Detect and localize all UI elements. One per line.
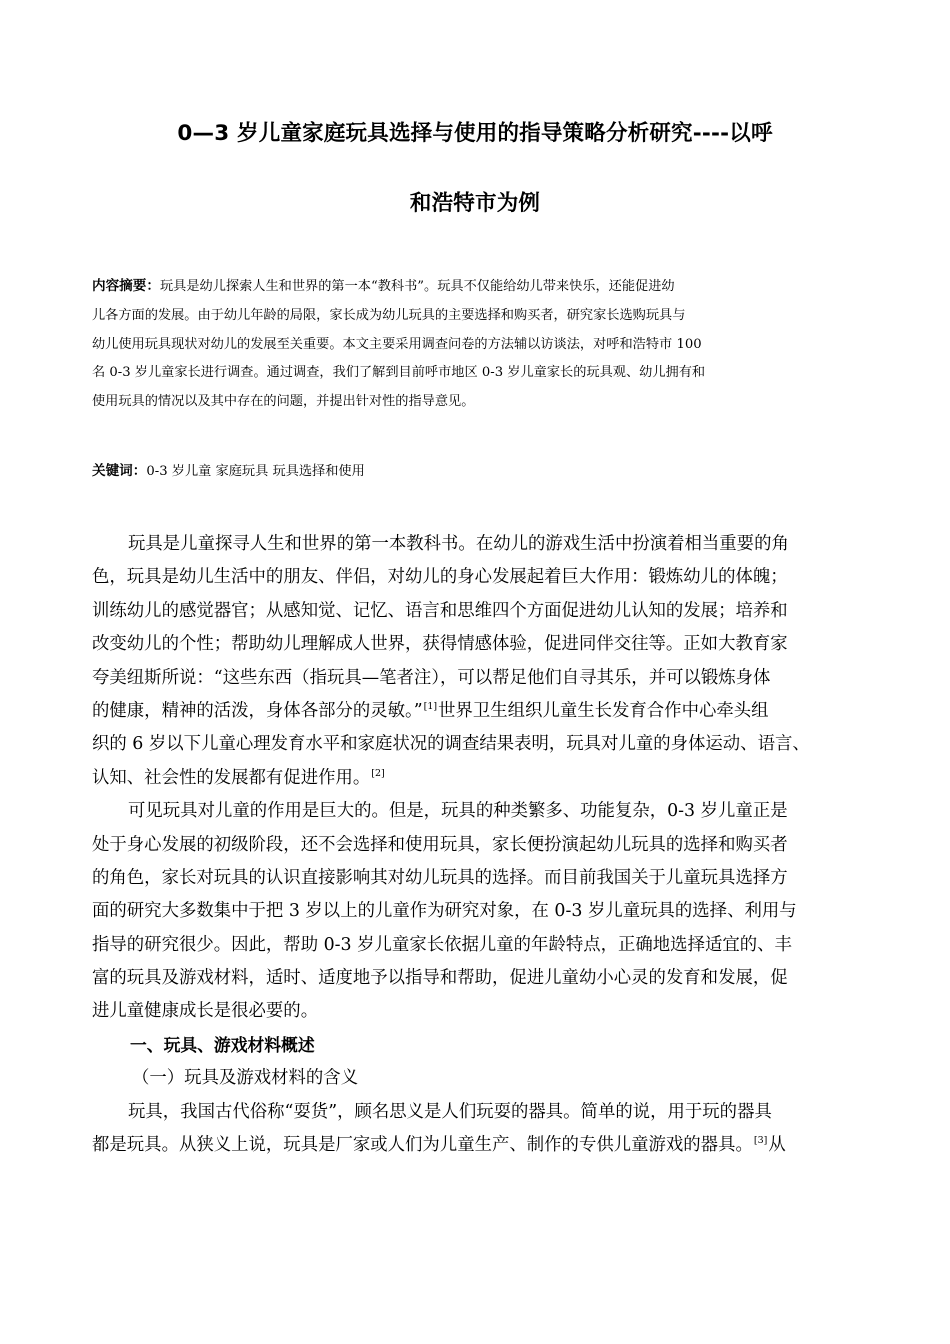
- paragraph-line: 色，玩具是幼儿生活中的朋友、伴侣，对幼儿的身心发展起着巨大作用：锻炼幼儿的体魄；: [92, 567, 788, 588]
- citation-ref-2[interactable]: [2]: [371, 767, 385, 779]
- paragraph-line: 玩具，我国古代俗称“耍货”，顾名思义是人们玩耍的器具。简单的说，用于玩的器具: [128, 1101, 772, 1122]
- paragraph-line: [92, 695, 872, 728]
- paragraph-line: 玩具是儿童探寻人生和世界的第一本教科书。在幼儿的游戏生活中扮演着相当重要的角: [128, 534, 789, 554]
- paragraph-line: 指导的研究很少。因此，帮助 0-3 岁儿童家长依据儿童的年龄特点，正确地选择适宜的、丰: [92, 934, 792, 955]
- paragraph-line: [92, 1129, 872, 1162]
- keywords-text: 0-3 岁儿童 家庭玩具 玩具选择和使用: [146, 464, 365, 479]
- abstract-label: 内容摘要：: [92, 278, 160, 294]
- text-segment: 都是玩具。从狭义上说，玩具是厂家或人们为儿童生产、制作的专供儿童游戏的器具。: [92, 1135, 753, 1156]
- paragraph-line: 训练幼儿的感觉器官；从感知觉、记忆、语言和思维四个方面促进幼儿认知的发展；培养和: [92, 600, 788, 621]
- abstract-line-1: [92, 272, 862, 302]
- paragraph-line: 织的 6 岁以下儿童心理发育水平和家庭状况的调查结果表明，玩具对儿童的身体运动、语言、: [92, 734, 810, 755]
- section-heading: 一、玩具、游戏材料概述: [130, 1034, 315, 1055]
- text-segment: 的健康，精神的活泼，身体各部分的灵敏。”: [92, 700, 423, 721]
- paragraph-line: 的角色，家长对玩具的认识直接影响其对幼儿玩具的选择。而目前我国关于儿童玩具选择方: [92, 867, 788, 888]
- keywords: [92, 457, 862, 486]
- paragraph-line: 夸美纽斯所说：“这些东西（指玩具—笔者注），可以帮足他们自寻其乐，并可以锻炼身体: [92, 667, 771, 688]
- abstract-line-4: 名 0-3 岁儿童家长进行调查。通过调查，我们了解到目前呼市地区 0-3 岁儿童家长的玩具观、幼儿拥有和: [92, 365, 706, 381]
- abstract-line-5: 使用玩具的情况以及其中存在的问题，并提出针对性的指导意见。: [92, 394, 475, 410]
- paragraph-line: 改变幼儿的个性；帮助幼儿理解成人世界，获得情感体验，促进同伴交往等。正如大教育家: [92, 634, 788, 655]
- abstract-text: 玩具是幼儿探索人生和世界的第一本“教科书”。玩具不仅能给幼儿带来快乐，还能促进幼: [159, 279, 675, 294]
- text-segment: 认知、社会性的发展都有促进作用。: [92, 767, 371, 788]
- text-segment: 世界卫生组织儿童生长发育合作中心牵头组: [438, 700, 769, 721]
- abstract: [92, 272, 862, 417]
- paragraph-line: 富的玩具及游戏材料，适时、适度地予以指导和帮助，促进儿童幼小心灵的发育和发展，促: [92, 968, 788, 989]
- paragraph-line: 面的研究大多数集中于把 3 岁以上的儿童作为研究对象，在 0-3 岁儿童玩具的选择、利用与: [92, 901, 797, 922]
- abstract-line-2: 儿各方面的发展。由于幼儿年龄的局限，家长成为幼儿玩具的主要选择和购买者，研究家长选购玩具与: [92, 307, 686, 323]
- abstract-line-3: 幼儿使用玩具现状对幼儿的发展至关重要。本文主要采用调查问卷的方法辅以访谈法，对呼和浩特市 100: [92, 336, 702, 352]
- paragraph-line: 处于身心发展的初级阶段，还不会选择和使用玩具，家长便扮演起幼儿玩具的选择和购买者: [92, 834, 788, 855]
- paragraph-line: [92, 762, 872, 795]
- paragraph-line: 可见玩具对儿童的作用是巨大的。但是，玩具的种类繁多、功能复杂，0-3 岁儿童正是: [128, 801, 788, 822]
- title-line-1: 0—3 岁儿童家庭玩具选择与使用的指导策略分析研究----以呼: [177, 121, 773, 146]
- keywords-label: 关键词：: [92, 463, 147, 479]
- title-line-2: 和浩特市为例: [409, 191, 541, 216]
- paragraph-line: 进儿童健康成长是很必要的。: [92, 1001, 319, 1022]
- citation-ref-1[interactable]: [1]: [423, 700, 438, 712]
- body-text: [92, 528, 872, 1162]
- citation-ref-3[interactable]: [3]: [753, 1135, 768, 1147]
- text-segment: 从: [768, 1135, 786, 1156]
- subsection-heading: （一）玩具及游戏材料的含义: [132, 1068, 359, 1089]
